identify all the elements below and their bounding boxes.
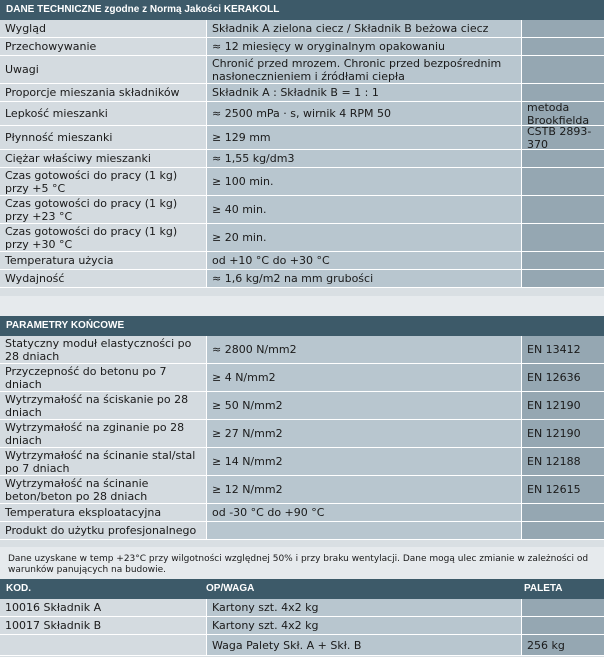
parameter-label: Produkt do użytku profesjonalnego	[0, 522, 207, 539]
norm-reference	[522, 224, 604, 251]
technical-data-table	[0, 20, 604, 288]
kod-column-header: KOD.	[6, 583, 31, 594]
norm-reference	[522, 150, 604, 167]
norm-reference: EN 12190	[522, 420, 604, 447]
table-row	[0, 252, 604, 270]
section-spacer	[0, 296, 604, 316]
parameter-label: Przyczepność do betonu po 7 dniach	[0, 364, 207, 391]
parameter-label: Temperatura eksploatacyjna	[0, 504, 207, 521]
property-label: Wydajność	[0, 270, 207, 287]
property-label: Wygląd	[0, 20, 207, 37]
table-row	[0, 336, 604, 364]
table-row	[0, 168, 604, 196]
table-row	[0, 476, 604, 504]
parameter-label: Statyczny moduł elastyczności po 28 dniach	[0, 336, 207, 363]
property-label: Ciężar właściwy mieszanki	[0, 150, 207, 167]
parameter-value: ≥ 50 N/mm2	[207, 392, 522, 419]
parameter-value: ≥ 12 N/mm2	[207, 476, 522, 503]
table-row	[0, 270, 604, 288]
product-code: 10017 Składnik B	[0, 617, 207, 634]
norm-reference: EN 12188	[522, 448, 604, 475]
final-parameters-table	[0, 336, 604, 540]
property-label: Przechowywanie	[0, 38, 207, 55]
norm-reference: EN 12636	[522, 364, 604, 391]
table-row	[0, 420, 604, 448]
parameter-value: ≥ 27 N/mm2	[207, 420, 522, 447]
table-row	[0, 56, 604, 84]
norm-reference: EN 12190	[522, 392, 604, 419]
table-row	[0, 392, 604, 420]
section-header-technical-data: DANE TECHNICZNE zgodne z Normą Jakości KERAKOLL	[0, 0, 604, 20]
parameter-value: ≈ 2800 N/mm2	[207, 336, 522, 363]
table-row	[0, 38, 604, 56]
table-row	[0, 196, 604, 224]
property-label: Uwagi	[0, 56, 207, 83]
pallet-weight: 256 kg	[522, 635, 604, 655]
norm-reference	[522, 522, 604, 539]
norm-reference	[522, 252, 604, 269]
parameter-label: Wytrzymałość na ścinanie beton/beton po 28 dniach	[0, 476, 207, 503]
property-label: Czas gotowości do pracy (1 kg) przy +23 °C	[0, 196, 207, 223]
norm-reference: CSTB 2893-370	[522, 126, 604, 149]
norm-reference	[522, 504, 604, 521]
product-code: 10016 Składnik A	[0, 599, 207, 616]
parameter-value: ≥ 4 N/mm2	[207, 364, 522, 391]
property-value: Składnik A zielona ciecz / Składnik B beżowa ciecz	[207, 20, 522, 37]
parameter-value: od -30 °C do +90 °C	[207, 504, 522, 521]
property-value: Składnik A : Składnik B = 1 : 1	[207, 84, 522, 101]
norm-reference	[522, 196, 604, 223]
property-value: od +10 °C do +30 °C	[207, 252, 522, 269]
property-value: ≈ 1,55 kg/dm3	[207, 150, 522, 167]
norm-reference: EN 13412	[522, 336, 604, 363]
property-value: ≥ 20 min.	[207, 224, 522, 251]
table-row	[0, 126, 604, 150]
table-row	[0, 522, 604, 540]
section-header-final-parameters: PARAMETRY KOŃCOWE	[0, 316, 604, 336]
table-row	[0, 635, 604, 656]
parameter-value: ≥ 14 N/mm2	[207, 448, 522, 475]
pallet-weight	[522, 599, 604, 616]
table-row	[0, 448, 604, 476]
table-row	[0, 84, 604, 102]
property-label: Czas gotowości do pracy (1 kg) przy +5 °C	[0, 168, 207, 195]
property-label: Proporcje mieszania składników	[0, 84, 207, 101]
property-value: Chronić przed mrozem. Chronic przed bezpośrednim nasłonecznieniem i źródłami ciepła	[207, 56, 522, 83]
packaging-table	[0, 599, 604, 656]
parameter-label: Wytrzymałość na ścinanie stal/stal po 7 dniach	[0, 448, 207, 475]
property-value: ≥ 100 min.	[207, 168, 522, 195]
property-value: ≥ 40 min.	[207, 196, 522, 223]
packaging-header	[0, 579, 604, 599]
norm-reference	[522, 168, 604, 195]
product-code	[0, 635, 207, 655]
norm-reference	[522, 270, 604, 287]
table-row	[0, 102, 604, 126]
table-row	[0, 364, 604, 392]
conditions-note: Dane uzyskane w temp +23°C przy wilgotności względnej 50% i przy braku wentylacji. Dane mogą ulec zmianie w zależności od warunków panujących na budowie.	[0, 547, 604, 579]
property-label: Temperatura użycia	[0, 252, 207, 269]
table-row	[0, 224, 604, 252]
norm-reference	[522, 56, 604, 83]
norm-reference: metoda Brookfielda	[522, 102, 604, 125]
property-label: Lepkość mieszanki	[0, 102, 207, 125]
property-value: ≥ 129 mm	[207, 126, 522, 149]
table-row	[0, 504, 604, 522]
table-row	[0, 20, 604, 38]
norm-reference	[522, 20, 604, 37]
table-row	[0, 150, 604, 168]
parameter-value	[207, 522, 522, 539]
packaging-weight: Kartony szt. 4x2 kg	[207, 599, 522, 616]
packaging-weight: Kartony szt. 4x2 kg	[207, 617, 522, 634]
parameter-label: Wytrzymałość na ściskanie po 28 dniach	[0, 392, 207, 419]
parameter-label: Wytrzymałość na zginanie po 28 dniach	[0, 420, 207, 447]
table-row	[0, 599, 604, 617]
property-value: ≈ 12 miesięcy w oryginalnym opakowaniu	[207, 38, 522, 55]
norm-reference	[522, 84, 604, 101]
property-label: Czas gotowości do pracy (1 kg) przy +30 °C	[0, 224, 207, 251]
op-waga-column-header: OP/WAGA	[206, 583, 255, 594]
pallet-weight	[522, 617, 604, 634]
paleta-column-header: PALETA	[524, 583, 563, 594]
property-value: ≈ 1,6 kg/m2 na mm grubości	[207, 270, 522, 287]
table-row	[0, 617, 604, 635]
property-value: ≈ 2500 mPa · s, wirnik 4 RPM 50	[207, 102, 522, 125]
property-label: Płynność mieszanki	[0, 126, 207, 149]
norm-reference	[522, 38, 604, 55]
norm-reference: EN 12615	[522, 476, 604, 503]
packaging-weight: Waga Palety Skł. A + Skł. B	[207, 635, 522, 655]
